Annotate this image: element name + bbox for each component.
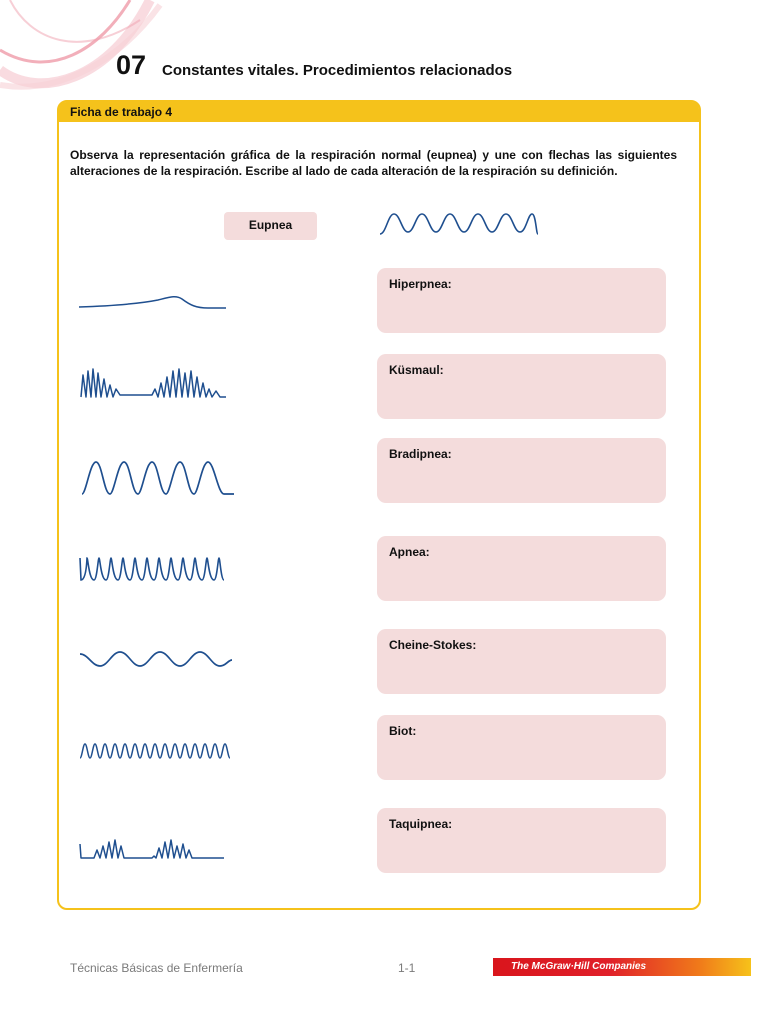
definition-label-apnea: Apnea: (389, 545, 430, 559)
chapter-number: 07 (116, 50, 147, 80)
definition-label-cheine-stokes: Cheine-Stokes: (389, 638, 477, 652)
instructions-text: Observa la representación gráfica de la respiración normal (eupnea) y une con flechas las siguientes alteraciones de la respiración. Escribe al lado de cada alteración de la respiración su definición. (70, 148, 677, 178)
definition-box-apnea[interactable] (377, 536, 666, 601)
definition-box-bradipnea[interactable] (377, 438, 666, 503)
waveform-2 (78, 365, 232, 401)
footer-page-number: 1-1 (398, 961, 416, 975)
definition-label-kusmaul: Küsmaul: (389, 363, 444, 377)
definition-label-bradipnea: Bradipnea: (389, 447, 452, 461)
worksheet-header (59, 102, 699, 122)
waveform-3 (80, 456, 236, 498)
definition-box-cheine-stokes[interactable] (377, 629, 666, 694)
definition-label-hiperpnea: Hiperpnea: (389, 277, 452, 291)
definition-box-hiperpnea[interactable] (377, 268, 666, 333)
publisher-name: The McGraw·Hill Companies (511, 961, 647, 972)
definition-box-taquipnea[interactable] (377, 808, 666, 873)
eupnea-waveform (378, 208, 540, 238)
definition-box-kusmaul[interactable] (377, 354, 666, 419)
definition-box-biot[interactable] (377, 715, 666, 780)
waveform-4 (78, 554, 228, 584)
waveform-6 (78, 738, 234, 762)
footer-book-title: Técnicas Básicas de Enfermería (70, 961, 243, 975)
eupnea-label: Eupnea (224, 212, 317, 240)
waveform-7 (78, 836, 228, 864)
publisher-logo-banner (493, 958, 751, 976)
worksheet-label: Ficha de trabajo 4 (70, 105, 173, 119)
waveform-5 (78, 646, 234, 672)
waveform-1 (78, 290, 228, 314)
definition-label-biot: Biot: (389, 724, 417, 738)
chapter-title: Constantes vitales. Procedimientos relacionados (162, 62, 513, 79)
definition-label-taquipnea: Taquipnea: (389, 817, 453, 831)
